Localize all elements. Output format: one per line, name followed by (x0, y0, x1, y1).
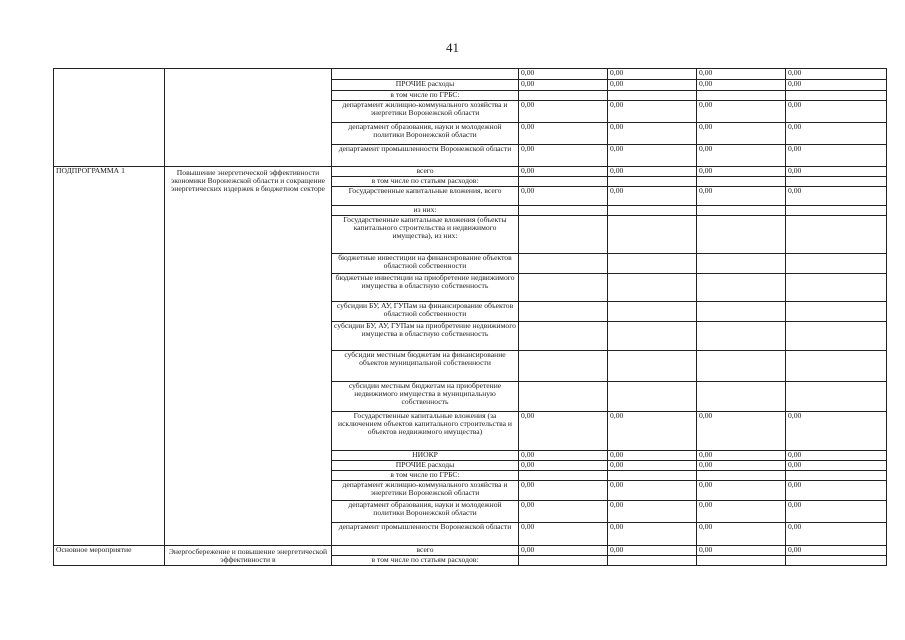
value-cell: 0,00 (786, 187, 887, 206)
expense-item-cell: департамент образования, науки и молодежной политики Воронежской области (332, 123, 519, 145)
expense-item-cell: ПРОЧИЕ расходы (332, 461, 519, 471)
expense-item-cell: НИОКР (332, 451, 519, 461)
value-cell: 0,00 (697, 546, 786, 556)
value-cell (519, 91, 608, 101)
program-name-text: Энергосбережение и повышение энергетической эффективности в (168, 547, 328, 565)
program-cell: ПОДПРОГРАММА 1 (54, 167, 165, 177)
value-cell (697, 351, 786, 382)
program-cell (54, 80, 165, 91)
value-cell (519, 274, 608, 302)
table-row (54, 123, 887, 145)
value-cell: 0,00 (786, 145, 887, 167)
value-cell (608, 254, 697, 274)
value-cell: 0,00 (697, 451, 786, 461)
program-cell (54, 412, 165, 451)
expense-item-cell: субсидии местным бюджетам на приобретение недвижимого имущества в муниципальную собственность (332, 382, 519, 412)
value-cell (519, 254, 608, 274)
value-cell (608, 274, 697, 302)
page-number: 41 (446, 40, 459, 55)
program-name-cell (165, 471, 332, 481)
value-cell: 0,00 (608, 145, 697, 167)
value-cell (608, 471, 697, 481)
expense-item-cell: бюджетные инвестиции на финансирование объектов областной собственности (332, 254, 519, 274)
value-cell (786, 206, 887, 216)
program-cell (54, 216, 165, 254)
program-name-cell (165, 80, 332, 91)
value-cell: 0,00 (519, 481, 608, 501)
program-name-cell (165, 382, 332, 412)
value-cell: 0,00 (697, 69, 786, 80)
value-cell (786, 216, 887, 254)
table-row (54, 481, 887, 501)
value-cell (697, 382, 786, 412)
program-cell (54, 471, 165, 481)
value-cell (697, 216, 786, 254)
program-cell (54, 302, 165, 322)
value-cell: 0,00 (697, 145, 786, 167)
expense-item-cell: в том числе по ГРБС: (332, 91, 519, 101)
value-cell (786, 322, 887, 351)
value-cell (608, 216, 697, 254)
program-name-cell (165, 501, 332, 523)
program-name-cell (165, 451, 332, 461)
value-cell: 0,00 (608, 481, 697, 501)
value-cell (608, 322, 697, 351)
budget-table (53, 68, 887, 566)
value-cell (608, 556, 697, 566)
program-name-cell (165, 91, 332, 101)
expense-item-cell: всего (332, 546, 519, 556)
value-cell: 0,00 (519, 101, 608, 123)
program-cell (54, 523, 165, 546)
value-cell (786, 254, 887, 274)
value-cell: 0,00 (786, 523, 887, 546)
expense-item-cell: департамент жилищно-коммунального хозяйства и энергетики Воронежской области (332, 481, 519, 501)
value-cell (519, 471, 608, 481)
expense-item-cell: Государственные капитальные вложения (объекты капитального строительства и недвижимого имущества), из них: (332, 216, 519, 254)
value-cell (519, 351, 608, 382)
value-cell (697, 91, 786, 101)
expense-item-cell: всего (332, 167, 519, 177)
table-row (54, 412, 887, 451)
expense-item-cell: из них: (332, 206, 519, 216)
program-cell (54, 461, 165, 471)
program-name-cell (165, 101, 332, 123)
value-cell: 0,00 (786, 80, 887, 91)
value-cell: 0,00 (786, 546, 887, 556)
table-row (54, 80, 887, 91)
value-cell: 0,00 (519, 412, 608, 451)
value-cell: 0,00 (786, 69, 887, 80)
value-cell: 0,00 (786, 451, 887, 461)
value-cell: 0,00 (608, 461, 697, 471)
expense-item-cell: субсидии БУ, АУ, ГУПам на приобретение недвижимого имущества в областную собственность (332, 322, 519, 351)
program-cell (54, 101, 165, 123)
value-cell: 0,00 (519, 451, 608, 461)
value-cell: 0,00 (608, 123, 697, 145)
value-cell (519, 302, 608, 322)
program-name-cell (165, 123, 332, 145)
program-name-cell (165, 167, 332, 194)
value-cell (697, 206, 786, 216)
value-cell (697, 556, 786, 566)
value-cell: 0,00 (519, 187, 608, 206)
value-cell: 0,00 (519, 145, 608, 167)
program-name-cell (165, 216, 332, 254)
program-name-cell (165, 523, 332, 546)
value-cell: 0,00 (697, 80, 786, 91)
expense-item-cell: департамент промышленности Воронежской области (332, 145, 519, 167)
program-name-cell (165, 274, 332, 302)
program-cell (54, 322, 165, 351)
program-name-text: Повышение энергетической эффективности экономики Воронежской области и сокращение энергетических издержек в бюджетном секторе (170, 168, 325, 194)
value-cell: 0,00 (608, 451, 697, 461)
program-cell (54, 501, 165, 523)
program-name-cell (165, 206, 332, 216)
value-cell: 0,00 (608, 69, 697, 80)
table-row (54, 351, 887, 382)
value-cell (608, 206, 697, 216)
value-cell: 0,00 (697, 412, 786, 451)
table-row (54, 274, 887, 302)
program-cell (54, 145, 165, 167)
value-cell: 0,00 (519, 69, 608, 80)
value-cell: 0,00 (786, 167, 887, 177)
value-cell (519, 177, 608, 187)
value-cell: 0,00 (697, 461, 786, 471)
table-row (54, 101, 887, 123)
table-row (54, 546, 887, 556)
expense-item-cell: субсидии БУ, АУ, ГУПам на финансирование объектов областной собственности (332, 302, 519, 322)
expense-item-cell: департамент промышленности Воронежской области (332, 523, 519, 546)
value-cell (519, 322, 608, 351)
value-cell: 0,00 (697, 167, 786, 177)
expense-item-cell: в том числе по ГРБС: (332, 471, 519, 481)
table-row (54, 167, 887, 177)
value-cell: 0,00 (608, 80, 697, 91)
table-row (54, 91, 887, 101)
value-cell (608, 382, 697, 412)
table-row (54, 206, 887, 216)
value-cell: 0,00 (697, 501, 786, 523)
value-cell (608, 177, 697, 187)
value-cell (786, 471, 887, 481)
expense-item-cell: департамент образования, науки и молодежной политики Воронежской области (332, 501, 519, 523)
value-cell: 0,00 (519, 167, 608, 177)
value-cell (519, 556, 608, 566)
program-cell (54, 451, 165, 461)
value-cell: 0,00 (608, 167, 697, 177)
table-row (54, 254, 887, 274)
value-cell: 0,00 (786, 412, 887, 451)
program-cell (54, 123, 165, 145)
program-name-cell (165, 322, 332, 351)
expense-item-cell (332, 69, 519, 80)
program-name-cell (165, 412, 332, 451)
value-cell: 0,00 (608, 101, 697, 123)
expense-item-cell: в том числе по статьям расходов: (332, 556, 519, 566)
value-cell (697, 302, 786, 322)
value-cell (697, 274, 786, 302)
value-cell: 0,00 (786, 461, 887, 471)
expense-item-cell: бюджетные инвестиции на приобретение недвижимого имущества в областную собственность (332, 274, 519, 302)
value-cell (519, 382, 608, 412)
value-cell: 0,00 (608, 546, 697, 556)
value-cell: 0,00 (697, 101, 786, 123)
value-cell: 0,00 (697, 523, 786, 546)
table-row (54, 216, 887, 254)
program-name-cell (165, 546, 332, 565)
program-cell (54, 206, 165, 216)
expense-item-cell: Государственные капитальные вложения (за исключением объектов капитального строительства и объектов недвижимого имущества) (332, 412, 519, 451)
value-cell (786, 382, 887, 412)
program-cell (54, 254, 165, 274)
value-cell (519, 216, 608, 254)
program-cell (54, 481, 165, 501)
value-cell (697, 254, 786, 274)
program-cell (54, 351, 165, 382)
table-row (54, 523, 887, 546)
program-cell: Основное мероприятие (54, 546, 165, 556)
program-cell (54, 91, 165, 101)
program-cell (54, 187, 165, 206)
program-name-cell (165, 302, 332, 322)
value-cell: 0,00 (608, 412, 697, 451)
program-cell (54, 69, 165, 80)
table-row (54, 501, 887, 523)
value-cell (786, 556, 887, 566)
program-name-cell (165, 461, 332, 471)
table-row (54, 69, 887, 80)
value-cell: 0,00 (519, 123, 608, 145)
table-row (54, 471, 887, 481)
expense-item-cell: субсидии местным бюджетам на финансирование объектов муниципальной собственности (332, 351, 519, 382)
value-cell (697, 177, 786, 187)
value-cell: 0,00 (786, 501, 887, 523)
table-row (54, 382, 887, 412)
value-cell: 0,00 (519, 80, 608, 91)
value-cell: 0,00 (519, 546, 608, 556)
value-cell: 0,00 (608, 187, 697, 206)
table-row (54, 461, 887, 471)
value-cell: 0,00 (519, 523, 608, 546)
value-cell: 0,00 (608, 523, 697, 546)
value-cell (786, 302, 887, 322)
program-cell (54, 382, 165, 412)
program-name-cell (165, 145, 332, 167)
value-cell (519, 206, 608, 216)
value-cell: 0,00 (697, 187, 786, 206)
program-name-cell (165, 351, 332, 382)
program-name-cell (165, 254, 332, 274)
table-row (54, 302, 887, 322)
expense-item-cell: Государственные капитальные вложения, всего (332, 187, 519, 206)
value-cell: 0,00 (786, 481, 887, 501)
program-cell (54, 274, 165, 302)
value-cell: 0,00 (786, 123, 887, 145)
expense-item-cell: в том числе по статьям расходов: (332, 177, 519, 187)
value-cell (608, 91, 697, 101)
value-cell (697, 471, 786, 481)
value-cell (608, 302, 697, 322)
value-cell (786, 351, 887, 382)
program-name-cell (165, 69, 332, 80)
value-cell (786, 274, 887, 302)
value-cell: 0,00 (697, 123, 786, 145)
program-cell (54, 177, 165, 187)
table-row (54, 451, 887, 461)
expense-item-cell: департамент жилищно-коммунального хозяйства и энергетики Воронежской области (332, 101, 519, 123)
value-cell: 0,00 (697, 481, 786, 501)
program-name-cell (165, 481, 332, 501)
value-cell: 0,00 (519, 461, 608, 471)
value-cell: 0,00 (608, 501, 697, 523)
table-row (54, 145, 887, 167)
table-row (54, 322, 887, 351)
value-cell (697, 322, 786, 351)
value-cell: 0,00 (519, 501, 608, 523)
value-cell (786, 91, 887, 101)
value-cell (608, 351, 697, 382)
expense-item-cell: ПРОЧИЕ расходы (332, 80, 519, 91)
value-cell (786, 177, 887, 187)
program-cell (54, 556, 165, 566)
value-cell: 0,00 (786, 101, 887, 123)
